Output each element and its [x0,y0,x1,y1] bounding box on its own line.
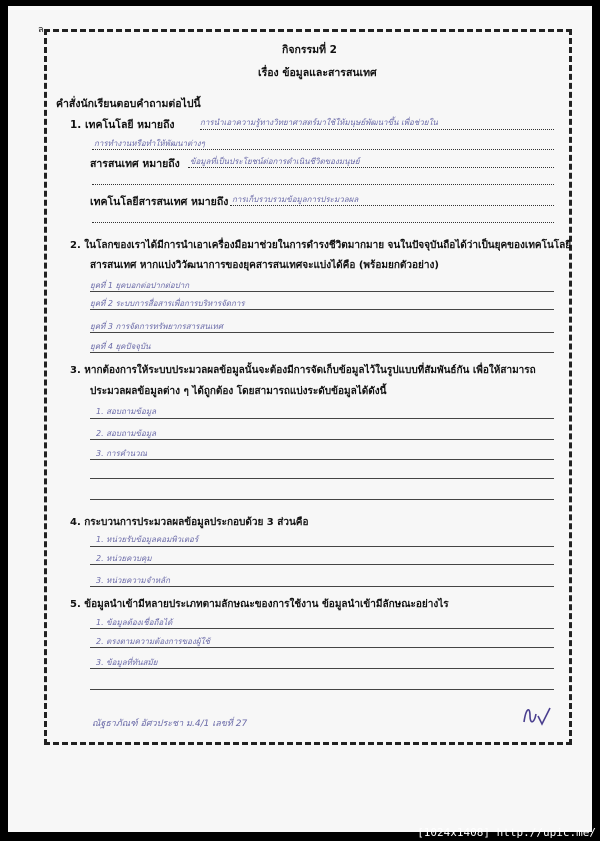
answer-line [90,291,554,292]
q4-line1: 4. กระบวนการประมวลผลข้อมูลประกอบด้วย 3 ส่วนคือ [70,517,309,528]
answer-line [90,586,554,587]
q4-answer-1: 1. หน่วยรับข้อมูลคอมพิวเตอร์ [96,535,199,544]
answer-line [92,222,554,223]
q4-answer-2: 2. หน่วยควบคุม [96,554,152,563]
q1-answer-line2: การทำงานหรือทำให้พัฒนาต่างๆ [94,139,205,148]
answer-line [90,546,554,547]
answer-line [90,332,554,333]
q3-answer-2: 2. สอบถามข้อมูล [96,429,156,438]
q1-answer-line1: การนำเอาความรู้ทางวิทยาศาสตร์มาใช้ให้มนุษย์พัฒนาขึ้น เพื่อช่วยใน [200,118,438,127]
answer-line [90,564,554,565]
q5-answer-1: 1. ข้อมูลต้องเชื่อถือได้ [96,618,173,627]
q1-sub2-label: สารสนเทศ หมายถึง [90,158,180,170]
q2-answer-1: ยุคที่ 1 ยุคบอกต่อปากต่อปาก [90,281,190,290]
q5-line1: 5. ข้อมูลนำเข้ามีหลายประเภทตามลักษณะของการใช้งาน ข้อมูลนำเข้ามีลักษณะอย่างไร [70,599,449,610]
answer-line [92,184,554,185]
q5-answer-3: 3. ข้อมูลที่ทันสมัย [96,658,158,667]
corner-mark: ล [38,25,44,35]
answer-line [90,628,554,629]
watermark: [1024x1408] http://upic.me/ [417,826,596,839]
student-info: ณัฐธาภัณฑ์ อัศวประชา ม.4/1 เลขที่ 27 [92,719,248,729]
answer-line [90,418,554,419]
q4-answer-3: 3. หน่วยความจำหลัก [96,576,170,585]
answer-line [90,499,554,500]
q2-answer-4: ยุคที่ 4 ยุคปัจจุบัน [90,342,151,351]
q3-line2: ประมวลผลข้อมูลต่าง ๆ ได้ถูกต้อง โดยสามารถแบ่งระดับข้อมูลได้ดังนี้ [90,386,387,397]
teacher-signature [520,702,560,732]
answer-line [200,129,554,130]
q2-line2: สารสนเทศ หากแบ่งวิวัฒนาการของยุคสารสนเทศจะแบ่งได้คือ (พร้อมยกตัวอย่าง) [90,260,439,271]
answer-line [90,439,554,440]
answer-line [90,309,554,310]
answer-line [90,459,554,460]
q2-line1: 2. ในโลกของเราได้มีการนำเอาเครื่องมือมาช่วยในการดำรงชีวิตมากมาย จนในปัจจุบันถือได้ว่าเป็นยุคของเทคโนโลยี [70,240,572,251]
q1-sub3-label: เทคโนโลยีสารสนเทศ หมายถึง [90,196,229,208]
answer-line [90,478,554,479]
answer-line [90,352,554,353]
q3-answer-1: 1. สอบถามข้อมูล [96,407,156,416]
q2-answer-3: ยุคที่ 3 การจัดการทรัพยากรสารสนเทศ [90,322,223,331]
answer-line [90,647,554,648]
instruction: คำสั่งนักเรียนตอบคำถามต่อไปนี้ [56,98,201,110]
q1-sub3-answer: การเก็บรวบรวมข้อมูลการประมวลผล [232,195,359,204]
q5-answer-2: 2. ตรงตามความต้องการของผู้ใช้ [96,637,210,646]
q3-answer-3: 3. การคำนวณ [96,449,148,458]
activity-title: กิจกรรมที่ 2 [282,44,337,56]
q2-answer-2: ยุคที่ 2 ระบบการสื่อสารเพื่อการบริหารจัดการ [90,299,245,308]
subject-title: เรื่อง ข้อมูลและสารสนเทศ [258,67,377,79]
answer-line [90,668,554,669]
q1-sub2-answer: ข้อมูลที่เป็นประโยชน์ต่อการดำเนินชีวิตของมนุษย์ [190,157,360,166]
answer-line [90,689,554,690]
q3-line1: 3. หากต้องการให้ระบบประมวลผลข้อมูลนั้นจะต้องมีการจัดเก็บข้อมูลไว้ในรูปแบบที่สัมพันธ์กัน เพื่อให้สามารถ [70,365,536,376]
q1-label: 1. เทคโนโลยี หมายถึง [70,119,175,131]
